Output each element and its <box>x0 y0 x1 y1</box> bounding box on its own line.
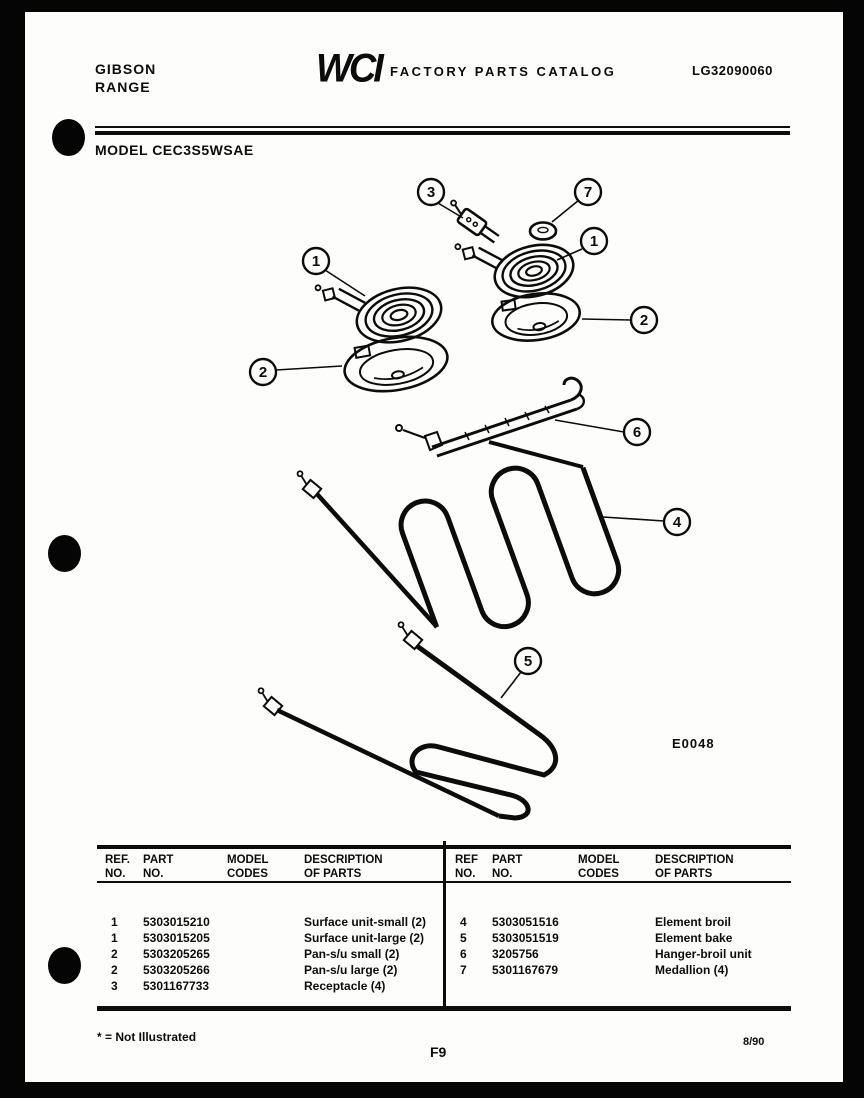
publication-number: LG32090060 <box>692 63 773 78</box>
table-row: 1 5303015210 Surface unit-small (2) <box>111 915 427 929</box>
table-row: 2 5303205265 Pan-s/u small (2) <box>111 947 400 961</box>
callout-2-left <box>250 359 342 385</box>
col-header-part: PART NO. <box>143 854 174 880</box>
parts-table-left <box>97 845 443 1010</box>
svg-text:5: 5 <box>523 653 533 670</box>
binder-hole <box>48 535 81 572</box>
callout-4 <box>603 509 690 535</box>
svg-text:1: 1 <box>311 253 321 270</box>
svg-text:2: 2 <box>639 312 649 329</box>
brand-block <box>95 60 156 96</box>
brand-line1: GIBSON <box>95 61 157 77</box>
date-code: 8/90 <box>743 1036 765 1048</box>
not-illustrated-note: * = Not Illustrated <box>97 1030 197 1044</box>
wci-logo: WCI <box>316 46 381 92</box>
figure-code: E0048 <box>672 736 715 751</box>
callout-5 <box>501 648 541 698</box>
svg-text:6: 6 <box>632 424 642 441</box>
table-row: 4 5303051516 Element broil <box>460 915 732 929</box>
callout-1-right <box>557 228 607 260</box>
page-edge-top <box>0 0 864 12</box>
svg-text:7: 7 <box>583 184 593 201</box>
scan-speckle <box>752 0 758 10</box>
table-row: 7 5301167679 Medallion (4) <box>460 963 729 977</box>
table-row: 1 5303015205 Surface unit-large (2) <box>111 931 425 945</box>
drip-pan-small-drawing <box>340 329 451 398</box>
svg-text:2: 2 <box>258 364 268 381</box>
col-header-desc: DESCRIPTION OF PARTS <box>655 854 734 880</box>
broil-element-drawing <box>292 442 626 650</box>
surface-unit-small-drawing <box>315 258 447 359</box>
catalog-title: FACTORY PARTS CATALOG <box>390 64 617 79</box>
table-row: 6 3205756 Hanger-broil unit <box>460 947 752 961</box>
svg-text:4: 4 <box>672 514 682 531</box>
col-header-ref: REF. NO. <box>105 854 130 880</box>
page-edge-bottom <box>0 1082 864 1098</box>
callout-2-right <box>582 307 657 333</box>
col-header-part: PART NO. <box>492 854 523 880</box>
binder-hole <box>52 119 85 156</box>
page-number: F9 <box>430 1044 447 1060</box>
col-header-ref: REF NO. <box>455 854 478 880</box>
callout-7 <box>552 179 601 222</box>
parts-table-right <box>446 845 790 1010</box>
callout-3 <box>418 179 463 218</box>
callout-6 <box>555 419 650 445</box>
receptacle-drawing <box>444 199 501 246</box>
bake-element-drawing <box>253 621 556 818</box>
header-rule-bottom <box>95 131 790 135</box>
hanger-broil-drawing <box>396 378 584 456</box>
page-edge-right <box>843 0 864 1098</box>
table-row: 3 5301167733 Receptacle (4) <box>111 979 386 993</box>
binder-hole <box>48 947 81 984</box>
svg-text:1: 1 <box>589 233 599 250</box>
page-edge-left <box>0 0 25 1098</box>
brand-line2: RANGE <box>95 79 151 95</box>
col-header-desc: DESCRIPTION OF PARTS <box>304 854 383 880</box>
table-row: 2 5303205266 Pan-s/u large (2) <box>111 963 398 977</box>
parts-diagram <box>85 170 800 830</box>
medallion-drawing <box>530 223 556 240</box>
col-header-codes: MODEL CODES <box>578 854 620 880</box>
model-number: MODEL CEC3S5WSAE <box>95 142 254 158</box>
table-row: 5 5303051519 Element bake <box>460 931 733 945</box>
col-header-codes: MODEL CODES <box>227 854 269 880</box>
header-rule-top <box>95 126 790 128</box>
svg-text:3: 3 <box>426 184 436 201</box>
callout-1-left <box>303 248 365 296</box>
